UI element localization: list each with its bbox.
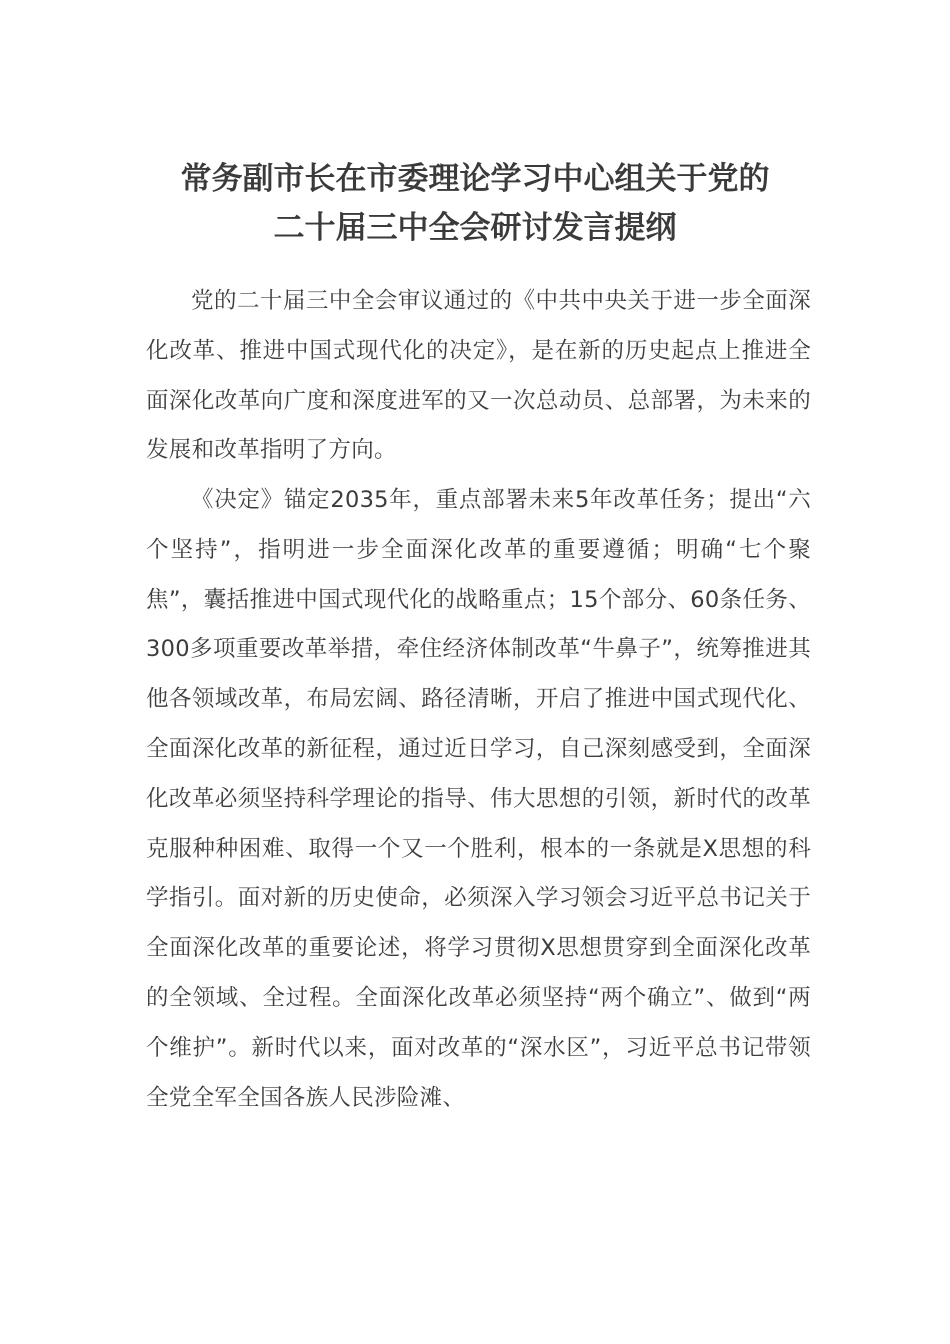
paragraph-1: 党的二十届三中全会审议通过的《中共中央关于进一步全面深化改革、推进中国式现代化的决定》，是在新的历史起点上推进全面深化改革向广度和深度进军的又一次总动员、总部署，为未来的发展和改革指明了方向。 [146,288,811,464]
document-title-line-2: 二十届三中全会研讨发言提纲 [273,210,677,246]
paragraph-2: 《决定》锚定2035年，重点部署未来5年改革任务；提出“六个坚持”，指明进一步全面深化改革的重要遵循；明确“七个聚焦”，囊括推进中国式现代化的战略重点；15个部分、60条任务、300多项重要改革举措，牵住经济体制改革“牛鼻子”，统筹推进其他各领域改革，布局宏阔、路径清晰，开启了推进中国式现代化、全面深化改革的新征程，通过近日学习，自己深刻感受到，全面深化改革必须坚持科学理论的指导、伟大思想的引领，新时代的改革克服种种困难、取得一个又一个胜利，根本的一条就是X思想的科学指引。面对新的历史使命，必须深入学习领会习近平总书记关于全面深化改革的重要论述，将学习贯彻X思想贯穿到全面深化改革的全领域、全过程。全面深化改革必须坚持“两个确立”、做到“两个维护”。新时代以来，面对改革的“深水区”，习近平总书记带领全党全军全国各族人民涉险滩、 [146,487,811,1111]
document-title-line-1: 常务副市长在市委理论学习中心组关于党的 [180,161,770,197]
